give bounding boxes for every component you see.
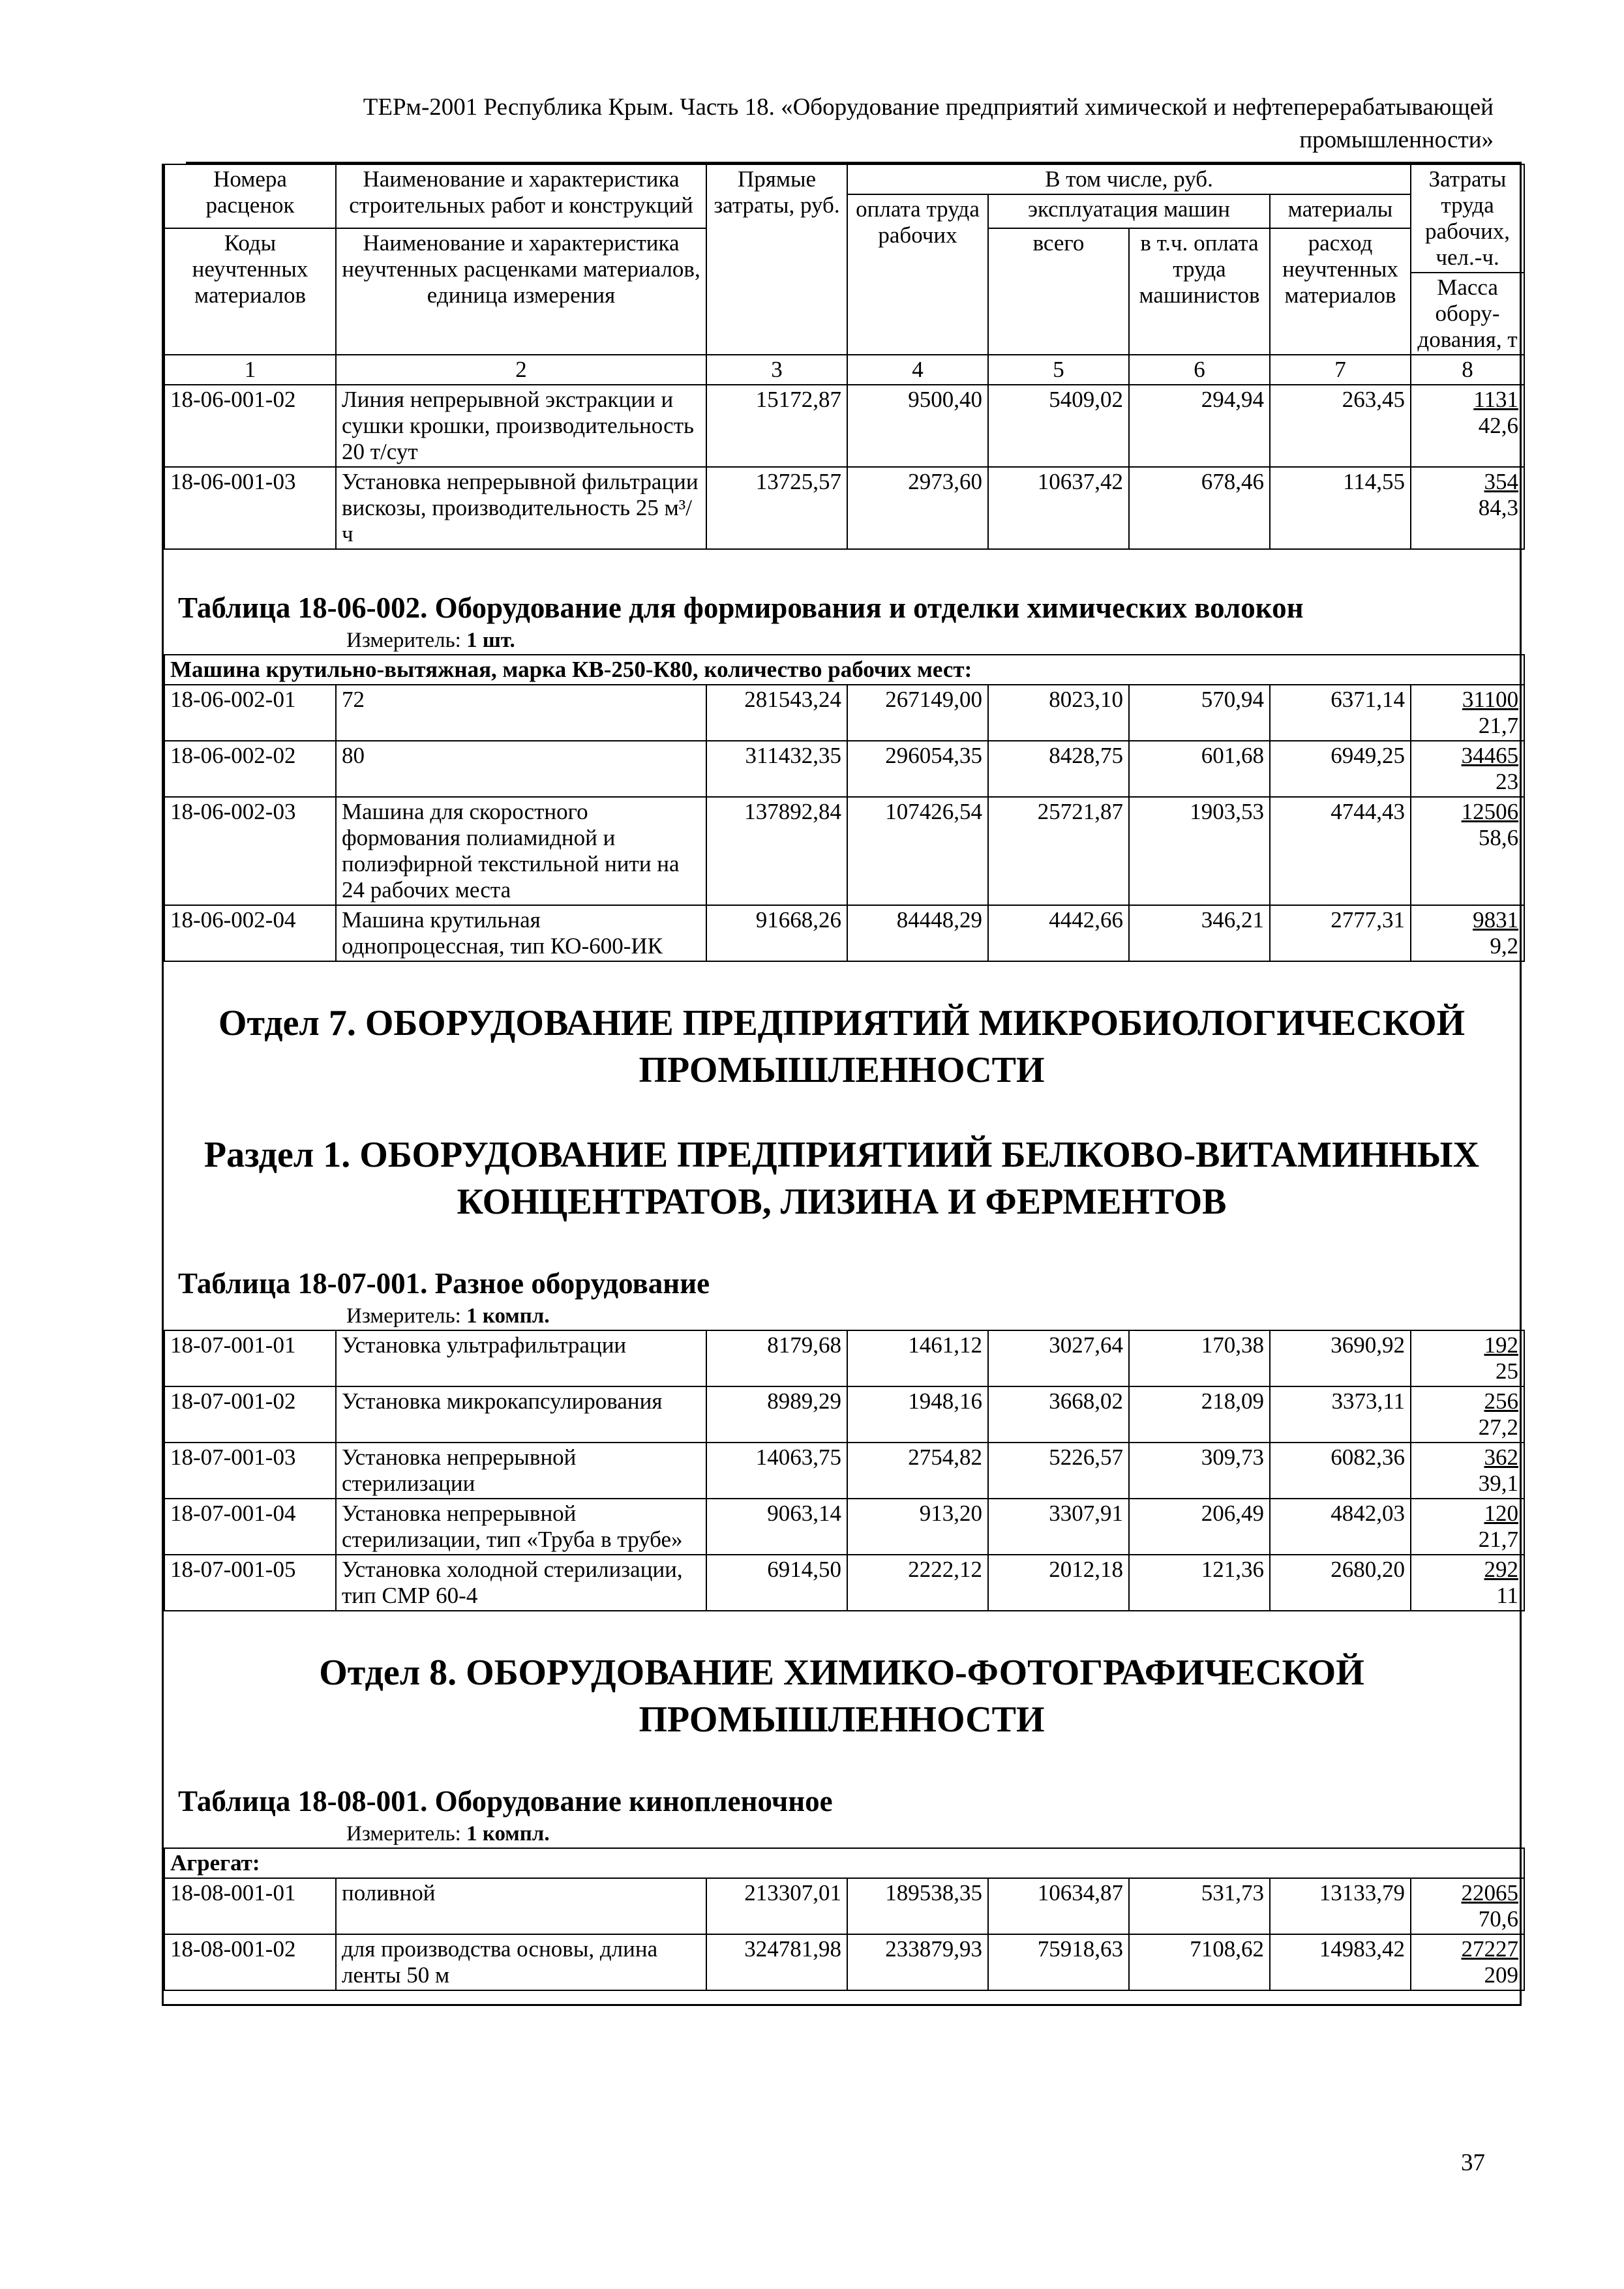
mass-value: 21,7 [1478,1527,1518,1552]
labor-mass [1411,1386,1524,1443]
labor-value: 192 [1484,1332,1518,1358]
labor-mass [1411,1330,1524,1386]
mass-value: 25 [1496,1358,1518,1384]
mass-value: 70,6 [1478,1906,1519,1932]
mass-value: 84,3 [1478,495,1519,520]
materials-cost: 4842,03 [1270,1499,1411,1555]
labor-mass [1411,685,1524,741]
machinist-cost: 121,36 [1129,1555,1270,1611]
hdr-mass: Масса обору-дования, т [1411,273,1524,355]
measure-value: 1 компл. [466,1822,550,1846]
machinist-cost: 678,46 [1129,467,1270,549]
labor-mass [1411,1443,1524,1499]
materials-cost: 2777,31 [1270,905,1411,961]
direct-cost: 6914,50 [706,1555,847,1611]
hdr-name-top: Наименование и характеристика строительных работ и конструкций [336,164,706,228]
machines-cost: 8428,75 [988,741,1129,797]
rate-name: Машина крутильная однопроцессная, тип КО-600-ИК [336,905,706,961]
table-row [164,741,1524,797]
materials-cost: 263,45 [1270,385,1411,467]
hdr-incl: В том числе, руб. [847,164,1411,194]
machines-cost: 3027,64 [988,1330,1129,1386]
labor-mass [1411,467,1524,549]
hdr-materials-unacc: расход неучтенных материалов [1270,228,1411,355]
machinist-cost: 570,94 [1129,685,1270,741]
machines-cost: 75918,63 [988,1934,1129,1990]
direct-cost: 311432,35 [706,741,847,797]
table-18-08-001 [164,1848,1525,1991]
table-row [164,1934,1524,1990]
table-row [164,1499,1524,1555]
table-title-18-06-002: Таблица 18-06-002. Оборудование для формирования и отделки химических волокон [178,591,1304,624]
materials-cost: 6949,25 [1270,741,1411,797]
wages-cost: 1948,16 [847,1386,988,1443]
mass-value: 42,6 [1478,413,1519,438]
machines-cost: 3307,91 [988,1499,1129,1555]
machinist-cost: 601,68 [1129,741,1270,797]
table-row [164,905,1524,961]
labor-mass [1411,1878,1524,1934]
col-number: 7 [1270,355,1411,385]
rate-name: Установка ультрафильтрации [336,1330,706,1386]
labor-value: 34465 [1461,743,1519,768]
machines-cost: 2012,18 [988,1555,1129,1611]
measure-value: 1 шт. [466,629,515,652]
table-row [164,1443,1524,1499]
col-number: 3 [706,355,847,385]
direct-cost: 213307,01 [706,1878,847,1934]
machinist-cost: 531,73 [1129,1878,1270,1934]
machines-cost: 25721,87 [988,797,1129,905]
machines-cost: 8023,10 [988,685,1129,741]
hdr-labor: Затраты труда рабочих, чел.-ч. [1411,164,1524,273]
labor-mass [1411,905,1524,961]
materials-cost: 13133,79 [1270,1878,1411,1934]
machinist-cost: 294,94 [1129,385,1270,467]
labor-value: 354 [1484,469,1519,494]
rate-code: 18-06-002-03 [164,797,336,905]
table-row [164,1386,1524,1443]
wages-cost: 2754,82 [847,1443,988,1499]
machinist-cost: 218,09 [1129,1386,1270,1443]
materials-cost: 4744,43 [1270,797,1411,905]
table-row [164,1878,1524,1934]
department-8-heading: Отдел 8. ОБОРУДОВАНИЕ ХИМИКО-ФОТОГРАФИЧЕСКОЙ ПРОМЫШЛЕННОСТИ [319,1653,1364,1740]
rate-code: 18-06-002-02 [164,741,336,797]
measure-line [346,1302,1520,1330]
materials-cost: 2680,20 [1270,1555,1411,1611]
rate-code: 18-07-001-04 [164,1499,336,1555]
direct-cost: 15172,87 [706,385,847,467]
table-row [164,467,1524,549]
rate-code: 18-06-002-04 [164,905,336,961]
table-row [164,1330,1524,1386]
direct-cost: 9063,14 [706,1499,847,1555]
running-title: ТЕРм-2001 Республика Крым. Часть 18. «Оборудование предприятий химической и нефтеперерабатывающей промышленности» [363,94,1494,153]
table-title-18-07-001: Таблица 18-07-001. Разное оборудование [178,1267,710,1300]
wages-cost: 84448,29 [847,905,988,961]
machinist-cost: 1903,53 [1129,797,1270,905]
machinist-cost: 309,73 [1129,1443,1270,1499]
machines-cost: 10634,87 [988,1878,1129,1934]
labor-value: 256 [1484,1388,1518,1414]
labor-value: 27227 [1461,1936,1519,1962]
col-number: 2 [336,355,706,385]
col-number: 4 [847,355,988,385]
direct-cost: 137892,84 [706,797,847,905]
table-18-06-002 [164,654,1525,962]
hdr-machinist-wages: в т.ч. оплата труда машинистов [1129,228,1270,355]
machinist-cost: 7108,62 [1129,1934,1270,1990]
direct-cost: 324781,98 [706,1934,847,1990]
mass-value: 11 [1496,1583,1518,1608]
hdr-direct: Прямые затраты, руб. [706,164,847,355]
machines-cost: 10637,42 [988,467,1129,549]
rate-code: 18-06-001-03 [164,467,336,549]
wages-cost: 913,20 [847,1499,988,1555]
labor-value: 31100 [1462,687,1519,712]
machinist-cost: 206,49 [1129,1499,1270,1555]
rate-code: 18-07-001-05 [164,1555,336,1611]
labor-mass [1411,1499,1524,1555]
hdr-code-top: Номера расценок [164,164,336,228]
group-label: Машина крутильно-вытяжная, марка КВ-250-К80, количество рабочих мест: [164,655,1524,685]
measure-label: Измеритель: [346,629,461,652]
wages-cost: 2973,60 [847,467,988,549]
materials-cost: 3373,11 [1270,1386,1411,1443]
rate-name: Установка непрерывной фильтрации вискозы, производительность 25 м³/ч [336,467,706,549]
labor-value: 362 [1484,1444,1518,1470]
hdr-name-bottom: Наименование и характеристика неучтенных расценками материалов, единица измерения [336,228,706,355]
mass-value: 209 [1484,1962,1519,1988]
direct-cost: 8989,29 [706,1386,847,1443]
machinist-cost: 346,21 [1129,905,1270,961]
labor-mass [1411,385,1524,467]
wages-cost: 9500,40 [847,385,988,467]
labor-value: 22065 [1461,1880,1519,1906]
rate-name: Установка микрокапсулирования [336,1386,706,1443]
rate-name: Машина для скоростного формования полиамидной и полиэфирной текстильной нити на 24 рабочих места [336,797,706,905]
wages-cost: 296054,35 [847,741,988,797]
section-1-heading: Раздел 1. ОБОРУДОВАНИЕ ПРЕДПРИЯТИИЙ БЕЛКОВО-ВИТАМИННЫХ КОНЦЕНТРАТОВ, ЛИЗИНА И ФЕРМЕНТОВ [203,1135,1480,1222]
measure-value: 1 компл. [466,1304,550,1328]
group-row [164,655,1524,685]
rate-code: 18-07-001-01 [164,1330,336,1386]
rate-name: Линия непрерывной экстракции и сушки крошки, производительность 20 т/сут [336,385,706,467]
materials-cost: 3690,92 [1270,1330,1411,1386]
machines-cost: 4442,66 [988,905,1129,961]
machines-cost: 3668,02 [988,1386,1129,1443]
labor-value: 12506 [1461,799,1519,824]
rate-code: 18-08-001-01 [164,1878,336,1934]
col-number: 8 [1411,355,1524,385]
col-number: 1 [164,355,336,385]
department-7-heading: Отдел 7. ОБОРУДОВАНИЕ ПРЕДПРИЯТИЙ МИКРОБИОЛОГИЧЕСКОЙ ПРОМЫШЛЕННОСТИ [218,1003,1466,1090]
machines-cost: 5409,02 [988,385,1129,467]
table-row [164,385,1524,467]
hdr-materials: материалы [1270,194,1411,228]
materials-cost: 6371,14 [1270,685,1411,741]
group-label: Агрегат: [164,1848,1524,1878]
direct-cost: 13725,57 [706,467,847,549]
labor-mass [1411,1555,1524,1611]
rate-code: 18-06-002-01 [164,685,336,741]
measure-label: Измеритель: [346,1822,461,1846]
mass-value: 23 [1496,769,1519,794]
labor-mass [1411,797,1524,905]
top-rows [164,385,1524,549]
labor-mass [1411,1934,1524,1990]
table-row [164,685,1524,741]
measure-line [346,627,1520,654]
labor-mass [1411,741,1524,797]
page-number: 37 [1461,2149,1485,2176]
rate-name: 80 [336,741,706,797]
rate-name: 72 [336,685,706,741]
document-frame [162,164,1522,2006]
materials-cost: 114,55 [1270,467,1411,549]
wages-cost: 233879,93 [847,1934,988,1990]
rate-code: 18-08-001-02 [164,1934,336,1990]
wages-cost: 107426,54 [847,797,988,905]
labor-value: 292 [1484,1557,1518,1582]
direct-cost: 91668,26 [706,905,847,961]
machinist-cost: 170,38 [1129,1330,1270,1386]
machines-cost: 5226,57 [988,1443,1129,1499]
rate-name: Установка непрерывной стерилизации, тип «Труба в трубе» [336,1499,706,1555]
mass-value: 27,2 [1478,1414,1518,1440]
mass-value: 58,6 [1478,825,1519,850]
hdr-wages: оплата труда рабочих [847,194,988,355]
table-row [164,1555,1524,1611]
measure-label: Измеритель: [346,1304,461,1328]
rate-name: для производства основы, длина ленты 50 м [336,1934,706,1990]
mass-value: 9,2 [1490,933,1519,959]
wages-cost: 2222,12 [847,1555,988,1611]
rate-code: 18-06-001-02 [164,385,336,467]
header-table [164,164,1525,550]
measure-line [346,1820,1520,1848]
direct-cost: 14063,75 [706,1443,847,1499]
rate-name: Установка холодной стерилизации, тип СМР 60-4 [336,1555,706,1611]
labor-value: 1131 [1473,387,1519,412]
materials-cost: 6082,36 [1270,1443,1411,1499]
col-number: 5 [988,355,1129,385]
rate-name: Установка непрерывной стерилизации [336,1443,706,1499]
group-row [164,1848,1524,1878]
table-row [164,797,1524,905]
mass-value: 39,1 [1478,1471,1518,1496]
table-title-18-08-001: Таблица 18-08-001. Оборудование кинопленочное [178,1785,833,1818]
labor-value: 120 [1484,1501,1518,1526]
direct-cost: 8179,68 [706,1330,847,1386]
rate-code: 18-07-001-03 [164,1443,336,1499]
wages-cost: 1461,12 [847,1330,988,1386]
mass-value: 21,7 [1478,713,1519,738]
hdr-code-bottom: Коды неучтенных материалов [164,228,336,355]
rate-name: поливной [336,1878,706,1934]
labor-value: 9831 [1473,907,1519,933]
materials-cost: 14983,42 [1270,1934,1411,1990]
table-18-07-001 [164,1330,1525,1611]
direct-cost: 281543,24 [706,685,847,741]
col-number: 6 [1129,355,1270,385]
wages-cost: 189538,35 [847,1878,988,1934]
rate-code: 18-07-001-02 [164,1386,336,1443]
hdr-machines: эксплуатация машин [988,194,1270,228]
hdr-machines-total: всего [988,228,1129,355]
wages-cost: 267149,00 [847,685,988,741]
